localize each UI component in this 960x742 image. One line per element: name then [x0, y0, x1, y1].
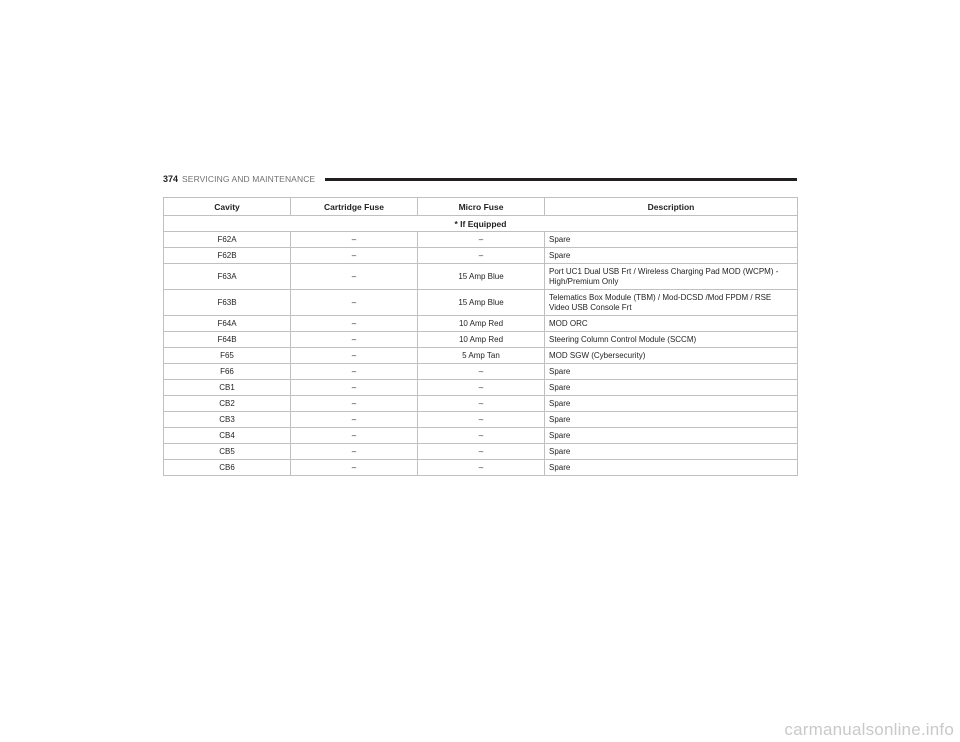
- cell-cavity: F65: [164, 348, 291, 364]
- cell-cavity: CB6: [164, 460, 291, 476]
- cell-cartridge-fuse: –: [291, 232, 418, 248]
- cell-cartridge-fuse: –: [291, 316, 418, 332]
- cell-micro-fuse: 15 Amp Blue: [418, 264, 545, 290]
- page-header: [163, 172, 797, 186]
- header-rule: [325, 178, 797, 181]
- cell-cavity: F63A: [164, 264, 291, 290]
- column-header-cavity: Cavity: [164, 198, 291, 216]
- cell-micro-fuse: 10 Amp Red: [418, 332, 545, 348]
- cell-description: Spare: [545, 396, 798, 412]
- cell-description: Spare: [545, 232, 798, 248]
- cell-cavity: CB2: [164, 396, 291, 412]
- table-row: [164, 444, 798, 460]
- table-row: [164, 332, 798, 348]
- cell-micro-fuse: –: [418, 232, 545, 248]
- cell-description: Port UC1 Dual USB Frt / Wireless Charging Pad MOD (WCPM) - High/Premium Only: [545, 264, 798, 290]
- cell-cartridge-fuse: –: [291, 428, 418, 444]
- table-row: [164, 364, 798, 380]
- cell-cartridge-fuse: –: [291, 290, 418, 316]
- cell-cavity: F64B: [164, 332, 291, 348]
- cell-description: MOD SGW (Cybersecurity): [545, 348, 798, 364]
- watermark: carmanualsonline.info: [784, 720, 954, 739]
- cell-cartridge-fuse: –: [291, 332, 418, 348]
- cell-micro-fuse: –: [418, 364, 545, 380]
- cell-cavity: F62A: [164, 232, 291, 248]
- cell-micro-fuse: –: [418, 248, 545, 264]
- cell-description: Spare: [545, 380, 798, 396]
- cell-cartridge-fuse: –: [291, 380, 418, 396]
- cell-cartridge-fuse: –: [291, 264, 418, 290]
- cell-micro-fuse: –: [418, 380, 545, 396]
- table-header-row: [164, 198, 798, 216]
- cell-cartridge-fuse: –: [291, 348, 418, 364]
- table-row: [164, 348, 798, 364]
- cell-cartridge-fuse: –: [291, 396, 418, 412]
- cell-cartridge-fuse: –: [291, 412, 418, 428]
- cell-micro-fuse: –: [418, 412, 545, 428]
- table-row: [164, 264, 798, 290]
- cell-description: Spare: [545, 364, 798, 380]
- cell-micro-fuse: –: [418, 428, 545, 444]
- cell-description: Spare: [545, 428, 798, 444]
- cell-cartridge-fuse: –: [291, 460, 418, 476]
- table-row: [164, 248, 798, 264]
- cell-micro-fuse: 5 Amp Tan: [418, 348, 545, 364]
- cell-cartridge-fuse: –: [291, 248, 418, 264]
- table-row: [164, 232, 798, 248]
- column-header-description: Description: [545, 198, 798, 216]
- cell-description: Spare: [545, 412, 798, 428]
- cell-cartridge-fuse: –: [291, 364, 418, 380]
- table-row: [164, 412, 798, 428]
- cell-micro-fuse: 10 Amp Red: [418, 316, 545, 332]
- section-title: SERVICING AND MAINTENANCE: [182, 174, 316, 184]
- table-row: [164, 428, 798, 444]
- table-row: [164, 460, 798, 476]
- equipped-note: * If Equipped: [164, 216, 798, 232]
- table-row: [164, 316, 798, 332]
- cell-description: Telematics Box Module (TBM) / Mod-DCSD /Mod FPDM / RSE Video USB Console Frt: [545, 290, 798, 316]
- cell-cavity: CB4: [164, 428, 291, 444]
- cell-description: Spare: [545, 444, 798, 460]
- column-header-cartridge-fuse: Cartridge Fuse: [291, 198, 418, 216]
- cell-cavity: F64A: [164, 316, 291, 332]
- cell-cavity: CB5: [164, 444, 291, 460]
- cell-cartridge-fuse: –: [291, 444, 418, 460]
- cell-micro-fuse: –: [418, 396, 545, 412]
- cell-description: Spare: [545, 248, 798, 264]
- cell-description: Steering Column Control Module (SCCM): [545, 332, 798, 348]
- cell-micro-fuse: 15 Amp Blue: [418, 290, 545, 316]
- table-row: [164, 380, 798, 396]
- table-row: [164, 290, 798, 316]
- table-row: [164, 396, 798, 412]
- column-header-micro-fuse: Micro Fuse: [418, 198, 545, 216]
- cell-cavity: F62B: [164, 248, 291, 264]
- cell-cavity: F63B: [164, 290, 291, 316]
- cell-cavity: CB3: [164, 412, 291, 428]
- cell-micro-fuse: –: [418, 444, 545, 460]
- cell-micro-fuse: –: [418, 460, 545, 476]
- cell-description: Spare: [545, 460, 798, 476]
- equipped-note-row: [164, 216, 798, 232]
- cell-cavity: F66: [164, 364, 291, 380]
- page-number: 374: [163, 174, 179, 184]
- cell-cavity: CB1: [164, 380, 291, 396]
- fuse-table: [163, 197, 798, 476]
- cell-description: MOD ORC: [545, 316, 798, 332]
